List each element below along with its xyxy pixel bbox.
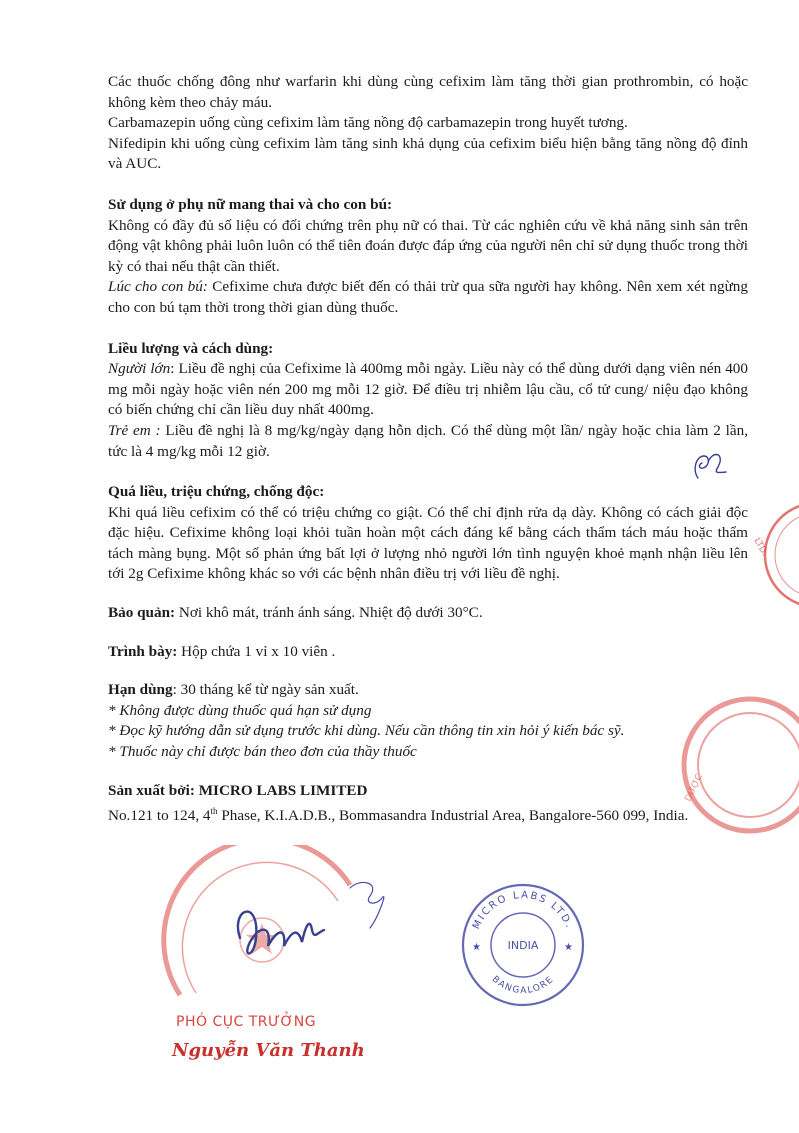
company-stamp-top-text: MICRO LABS LTD. [470,889,575,932]
interaction-carbamazepin: Carbamazepin uống cùng cefixim làm tăng nồng độ carbamazepin trong huyết tương. [108,114,628,132]
partial-red-stamp-upper [742,500,799,610]
storage-line: Bảo quản: Nơi khô mát, tránh ánh sáng. Nhiệt độ dưới 30°C. [108,604,483,622]
dosage-heading: Liều lượng và cách dùng: [108,339,274,357]
pregnancy-text: Không có đầy đủ số liệu có đối chứng trên phụ nữ có thai. Từ các nghiên cứu về khả năng sinh sản trên động vật không phải luôn luôn có thể tiên đoán được đáp ứng của người nên chỉ sử dụng thuốc trong thời kỳ có thai nếu thật cần thiết. [108,216,748,275]
breastfeeding-text: Lúc cho con bú: Cefixime chưa được biết đến có thải trừ qua sữa người hay không. Nên xem xét ngừng cho con bú tạm thời trong thời gian dùng thuốc. [108,278,748,316]
expiry-label: Hạn dùng [108,681,173,699]
manufacturer-heading: Sản xuất bởi: MICRO LABS LIMITED [108,781,368,799]
svg-text:DƯỢC: DƯỢC [683,772,706,804]
packaging-line: Trình bày: Hộp chứa 1 vỉ x 10 viên . [108,642,336,660]
handwritten-signature [220,868,420,978]
breastfeeding-label: Lúc cho con bú: [108,278,208,296]
packaging-label: Trình bày: [108,642,178,660]
storage-label: Bảo quản: [108,604,176,622]
company-stamp-bottom-text: BANGALORE [489,974,557,997]
dosage-adult-text: Người lớn: Liều đề nghị của Cefixime là 400mg mỗi ngày. Liều này có thể dùng dưới dạng viên nén 400 mg mỗi ngày hoặc viên nén 200 mg mỗi 12 giờ. Để điều trị nhiễm lậu cầu, cổ tử cung/ niệu đạo không có biến chứng chỉ cần liều duy nhất 400mg. [108,360,748,419]
svg-text:★: ★ [564,942,573,953]
overdose-heading: Quá liều, triệu chứng, chống độc: [108,483,325,501]
svg-text:LTD.: LTD. [751,536,770,559]
expiry-note-2: * Đọc kỹ hướng dẫn sử dụng trước khi dùng. Nếu cần thông tin xin hỏi ý kiến bác sỹ. [108,722,625,740]
signatory-title: PHÓ CỤC TRƯỞNG [176,1014,317,1030]
document-page [108,72,748,827]
expiry-line: Hạn dùng: 30 tháng kể từ ngày sản xuất. [108,681,359,699]
expiry-note-1: * Không được dùng thuốc quá hạn sử dụng [108,701,372,719]
dosage-adult-label: Người lớn [108,360,171,378]
overdose-text: Khi quá liều cefixim có thể có triệu chứng co giật. Có thể chỉ định rửa dạ dày. Không có cách giải độc đặc hiệu. Cefixime không loại khỏi tuần hoàn một cách đáng kể bằng cách thẩm tách máu hoặc thẩm tách màng bụng. Một số phản ứng bất lợi ở lượng nhỏ người lớn tình nguyện khoẻ mạnh nhận liều lên tới 2g Cefixime không khác so với các bệnh nhân điều trị với liều đề nghị. [108,503,748,583]
official-red-stamp [150,845,370,1005]
interaction-warfarin: Các thuốc chống đông như warfarin khi dùng cùng cefixim làm tăng thời gian prothrombin, có hoặc không kèm theo chảy máu. [108,73,748,111]
expiry-note-3: * Thuốc này chỉ được bán theo đơn của thầy thuốc [108,743,417,761]
interaction-nifedipin: Nifedipin khi uống cùng cefixim làm tăng sinh khả dụng của cefixim biểu hiện bằng tăng nồng độ đỉnh và AUC. [108,134,748,173]
dosage-child-text: Trẻ em : Liều đề nghị là 8 mg/kg/ngày dạng hỗn dịch. Có thể dùng một lần/ ngày hoặc chia làm 2 lần, tức là 4 mg/kg mỗi 12 giờ. [108,421,748,460]
svg-text:★: ★ [472,942,481,953]
company-stamp [458,880,588,1010]
company-stamp-center-text: INDIA [507,939,539,952]
manufacturer-address: No.121 to 124, 4th Phase, K.I.A.D.B., Bommasandra Industrial Area, Bangalore-560 099, India. [108,806,689,825]
pregnancy-heading: Sử dụng ở phụ nữ mang thai và cho con bú: [108,195,393,213]
dosage-child-label: Trẻ em : [108,421,161,439]
signatory-name: Nguyễn Văn Thanh [172,1040,365,1061]
